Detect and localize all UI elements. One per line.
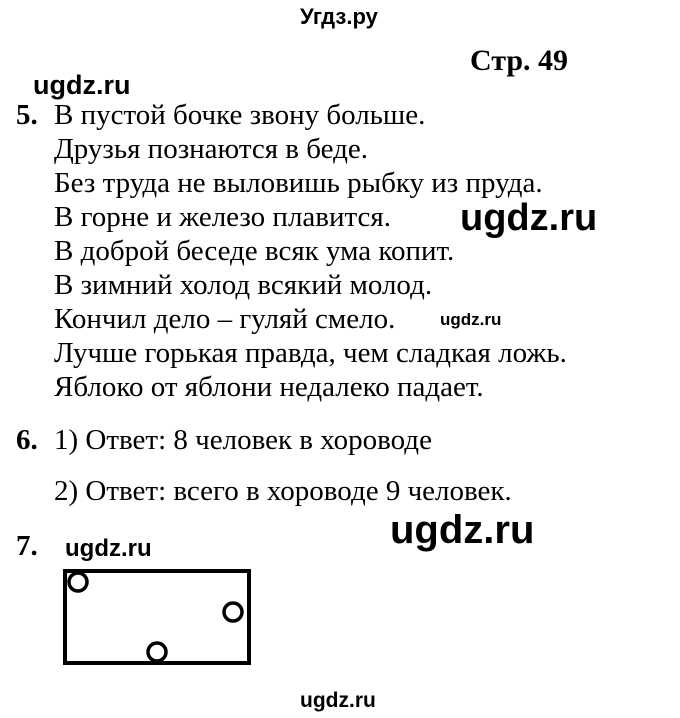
- proverb-line: Без труда не выловишь рыбку из пруда.: [54, 167, 543, 199]
- proverb-line: В зимний холод всякий молод.: [54, 269, 433, 301]
- circle-mark: [148, 643, 166, 661]
- proverb-line: Друзья познаются в беде.: [54, 133, 368, 165]
- watermark: ugdz.ru: [300, 689, 376, 712]
- proverb-line: В доброй беседе всяк ума копит.: [54, 235, 455, 267]
- circle-mark: [69, 573, 87, 591]
- answer-line: 2) Ответ: всего в хороводе 9 человек.: [54, 475, 512, 507]
- proverb-line: Кончил дело – гуляй смело.: [54, 303, 396, 335]
- watermark: ugdz.ru: [65, 535, 152, 562]
- page-label: Стр. 49: [470, 44, 569, 77]
- watermark: ugdz.ru: [460, 197, 598, 239]
- watermark: ugdz.ru: [33, 70, 131, 100]
- task-number: 6.: [16, 424, 38, 456]
- watermark: ugdz.ru: [440, 310, 502, 329]
- proverb-line: Лучше горькая правда, чем сладкая ложь.: [54, 337, 567, 369]
- proverb-line: Яблоко от яблони недалеко падает.: [54, 371, 484, 403]
- site-title: Угдз.ру: [300, 4, 378, 29]
- task-number: 5.: [16, 99, 38, 131]
- circle-mark: [224, 603, 242, 621]
- answer-line: 1) Ответ: 8 человек в хороводе: [54, 424, 432, 456]
- watermark: ugdz.ru: [390, 508, 535, 552]
- proverb-line: В пустой бочке звону больше.: [54, 99, 426, 131]
- proverb-line: В горне и железо плавится.: [54, 201, 391, 233]
- task-number: 7.: [16, 530, 38, 562]
